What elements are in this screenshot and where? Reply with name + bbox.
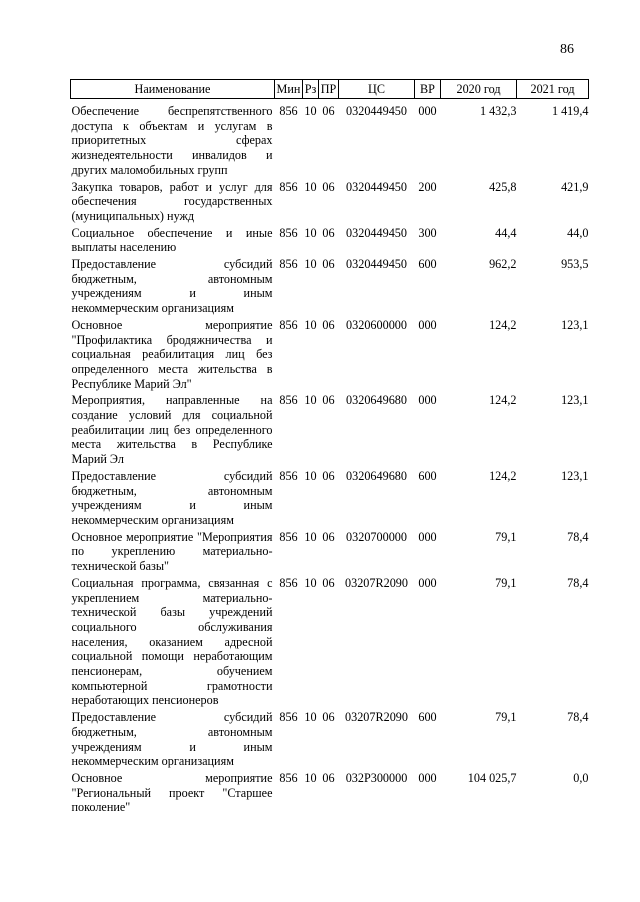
row-2021: 421,9	[561, 179, 589, 194]
row-pr: 06	[322, 770, 335, 785]
row-vr: 600	[418, 468, 437, 483]
table-header	[71, 80, 589, 99]
row-rz: 10	[304, 468, 317, 483]
row-vr: 000	[418, 575, 437, 590]
table-row	[71, 770, 589, 816]
row-cs: 032P300000	[345, 770, 408, 785]
table-row	[71, 575, 589, 709]
row-min: 856	[279, 257, 298, 272]
row-name: Основное мероприятие "Мероприятия по укреплению материально-технической базы"	[71, 529, 273, 574]
row-min: 856	[279, 710, 298, 725]
row-min: 856	[279, 179, 298, 194]
row-name: Социальная программа, связанная с укреплением материально-технической базы учреждений социального обслуживания населения, оказанием адресной социальной помощи неработающим пенсионерам, обучением компьютерной грамотности неработающих пенсионеров	[71, 575, 273, 708]
row-2021: 78,4	[567, 575, 589, 590]
row-name: Предоставление субсидий бюджетным, автономным учреждениям и иным некоммерческим организациям	[71, 710, 273, 769]
row-pr: 06	[322, 257, 335, 272]
row-min: 856	[279, 529, 298, 544]
row-2020: 1 432,3	[479, 104, 517, 118]
row-name: Обеспечение беспрепятственного доступа к объектам и услугам в приоритетных сферах жизнедеятельности инвалидов и других маломобильных групп	[71, 104, 273, 177]
header-pr: ПР	[319, 80, 339, 99]
row-min: 856	[279, 104, 298, 118]
row-2020: 44,4	[495, 225, 517, 240]
row-cs: 0320449450	[346, 179, 407, 194]
row-rz: 10	[304, 393, 317, 408]
row-rz: 10	[304, 710, 317, 725]
table-row	[71, 529, 589, 575]
row-vr: 300	[418, 225, 437, 240]
table-row	[71, 256, 589, 317]
row-min: 856	[279, 317, 298, 332]
row-vr: 000	[418, 770, 437, 785]
table-row	[71, 317, 589, 393]
row-pr: 06	[322, 529, 335, 544]
header-min: Мин	[275, 80, 303, 99]
header-2020: 2020 год	[441, 80, 517, 99]
header-2021: 2021 год	[517, 80, 589, 99]
row-2020: 124,2	[489, 468, 517, 483]
table-row	[71, 392, 589, 468]
row-cs: 0320449450	[346, 257, 407, 272]
row-cs: 0320700000	[346, 529, 407, 544]
row-rz: 10	[304, 257, 317, 272]
row-2020: 124,2	[489, 393, 517, 408]
row-name: Предоставление субсидий бюджетным, автономным учреждениям и иным некоммерческим организациям	[71, 468, 273, 527]
row-2020: 962,2	[489, 257, 517, 272]
row-name: Закупка товаров, работ и услуг для обеспечения государственных (муниципальных) нужд	[71, 179, 273, 223]
row-pr: 06	[322, 179, 335, 194]
row-2021: 0,0	[573, 770, 589, 785]
row-2021: 123,1	[561, 468, 589, 483]
row-2021: 123,1	[561, 393, 589, 408]
row-2020: 124,2	[489, 317, 517, 332]
row-min: 856	[279, 393, 298, 408]
row-min: 856	[279, 575, 298, 590]
row-cs: 0320449450	[346, 225, 407, 240]
row-cs: 0320449450	[346, 104, 407, 118]
row-pr: 06	[322, 710, 335, 725]
row-2021: 953,5	[561, 257, 589, 272]
row-vr: 000	[418, 317, 437, 332]
row-name: Социальное обеспечение и иные выплаты населению	[71, 225, 273, 255]
table-body	[71, 99, 589, 817]
row-name: Предоставление субсидий бюджетным, автономным учреждениям и иным некоммерческим организациям	[71, 257, 273, 316]
table-row	[71, 709, 589, 770]
row-name: Основное мероприятие "Региональный проект "Старшее поколение"	[71, 770, 273, 815]
row-pr: 06	[322, 468, 335, 483]
row-2020: 425,8	[489, 179, 517, 194]
table-row	[71, 99, 589, 179]
row-name: Основное мероприятие "Профилактика бродяжничества и социальная реабилитация лиц без определенного места жительства в Республике Марий Эл"	[71, 317, 273, 391]
row-cs: 0320649680	[346, 393, 407, 408]
header-rz: Рз	[303, 80, 319, 99]
row-2020: 79,1	[495, 710, 517, 725]
header-vr: ВР	[415, 80, 441, 99]
row-pr: 06	[322, 225, 335, 240]
row-min: 856	[279, 468, 298, 483]
row-min: 856	[279, 225, 298, 240]
header-name: Наименование	[71, 80, 275, 99]
row-2020: 104 025,7	[467, 770, 517, 785]
row-2020: 79,1	[495, 575, 517, 590]
row-vr: 600	[418, 710, 437, 725]
header-cs: ЦС	[339, 80, 415, 99]
row-name: Мероприятия, направленные на создание условий для социальной реабилитации лиц без определенного места жительства в Республике Марий Эл	[71, 393, 273, 467]
row-pr: 06	[322, 317, 335, 332]
row-vr: 000	[418, 393, 437, 408]
table-row	[71, 225, 589, 256]
row-2020: 79,1	[495, 529, 517, 544]
row-2021: 44,0	[567, 225, 589, 240]
row-rz: 10	[304, 770, 317, 785]
row-2021: 78,4	[567, 710, 589, 725]
table-row	[71, 468, 589, 529]
row-rz: 10	[304, 179, 317, 194]
row-rz: 10	[304, 529, 317, 544]
row-pr: 06	[322, 393, 335, 408]
row-2021: 1 419,4	[551, 104, 589, 118]
page-number: 86	[560, 42, 574, 57]
row-rz: 10	[304, 575, 317, 590]
row-vr: 000	[418, 529, 437, 544]
row-vr: 200	[418, 179, 437, 194]
row-pr: 06	[322, 104, 335, 118]
row-rz: 10	[304, 104, 317, 118]
row-rz: 10	[304, 225, 317, 240]
row-cs: 03207R2090	[345, 710, 408, 725]
table-row	[71, 179, 589, 225]
row-pr: 06	[322, 575, 335, 590]
row-vr: 000	[418, 104, 437, 118]
row-rz: 10	[304, 317, 317, 332]
row-vr: 600	[418, 257, 437, 272]
row-cs: 0320649680	[346, 468, 407, 483]
row-2021: 78,4	[567, 529, 589, 544]
row-cs: 03207R2090	[345, 575, 408, 590]
row-min: 856	[279, 770, 298, 785]
row-cs: 0320600000	[346, 317, 407, 332]
budget-table	[70, 79, 589, 816]
row-2021: 123,1	[561, 317, 589, 332]
